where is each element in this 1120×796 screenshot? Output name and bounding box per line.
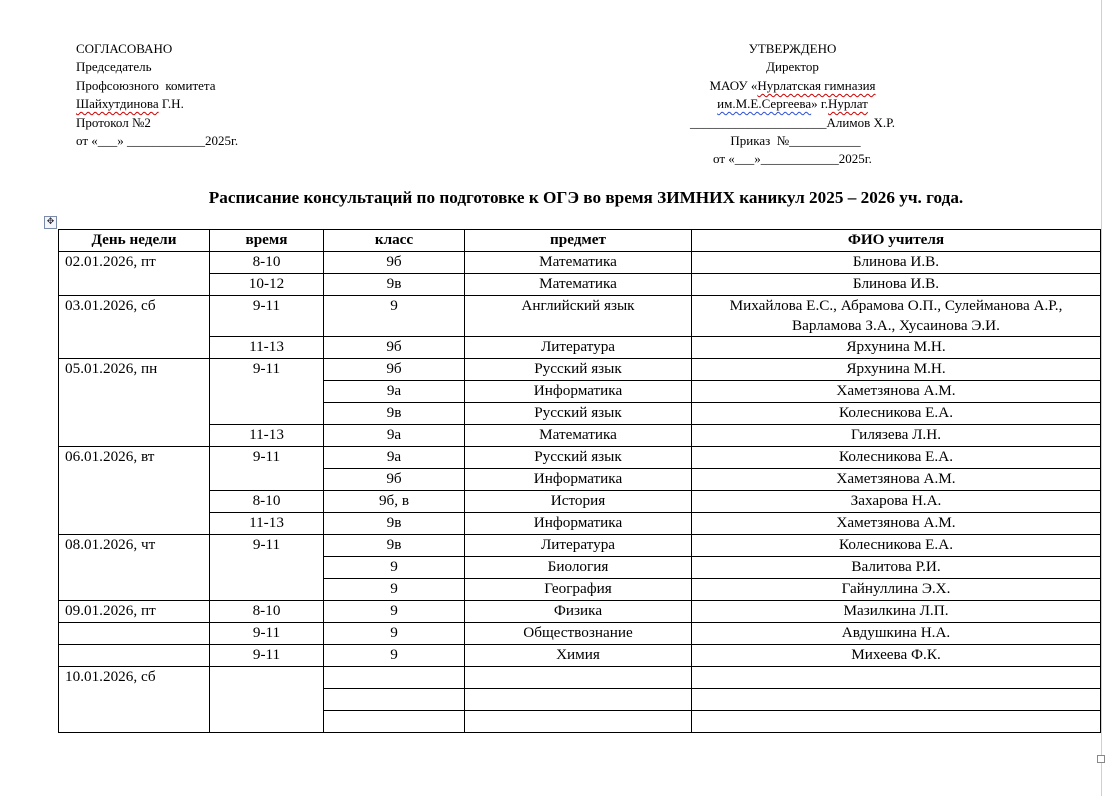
table-row xyxy=(59,491,1101,513)
table-row xyxy=(59,513,1101,535)
cell-class: 9б xyxy=(324,359,465,381)
cell-class: 9 xyxy=(324,296,465,337)
cell-subject: Математика xyxy=(465,274,692,296)
table-row xyxy=(59,274,1101,296)
school-city: Нурлат xyxy=(828,96,868,112)
schedule-title: Расписание консультаций по подготовке к ОГЭ во время ЗИМНИХ каникул 2025 – 2026 уч. года. xyxy=(208,188,964,207)
table-row xyxy=(59,645,1101,667)
table-row xyxy=(59,296,1101,337)
table-row xyxy=(59,425,1101,447)
order-number-line: Приказ №___________ xyxy=(730,133,861,149)
header-day: День недели xyxy=(59,230,210,252)
cell-subject: Математика xyxy=(465,252,692,274)
table-row xyxy=(59,337,1101,359)
cell-teacher xyxy=(692,689,1101,711)
cell-teacher: Ярхунина М.Н. xyxy=(692,337,1101,359)
cell-class xyxy=(324,667,465,689)
cell-day: 10.01.2026, сб xyxy=(59,667,210,733)
cell-subject xyxy=(465,689,692,711)
cell-subject: Русский язык xyxy=(465,403,692,425)
table-row xyxy=(59,359,1101,381)
cell-day: 03.01.2026, сб xyxy=(59,296,210,359)
cell-day: 08.01.2026, чт xyxy=(59,535,210,601)
cell-time: 9-11 xyxy=(210,645,324,667)
approval-left-line3 xyxy=(76,95,436,113)
cell-subject: Математика xyxy=(465,425,692,447)
cell-time xyxy=(210,667,324,733)
approval-right-line3 xyxy=(640,95,945,113)
chairman-initials: Г.Н. xyxy=(158,96,184,112)
cell-time: 8-10 xyxy=(210,252,324,274)
cell-time: 8-10 xyxy=(210,491,324,513)
cell-teacher: Блинова И.В. xyxy=(692,252,1101,274)
table-row xyxy=(59,667,1101,689)
cell-subject: Биология xyxy=(465,557,692,579)
cell-teacher: Гайнуллина Э.Х. xyxy=(692,579,1101,601)
approval-block-director xyxy=(640,40,945,169)
cell-time: 10-12 xyxy=(210,274,324,296)
cell-class: 9в xyxy=(324,403,465,425)
cell-teacher: Михайлова Е.С., Абрамова О.П., Сулейманова А.Р., Варламова З.А., Хусаинова Э.И. xyxy=(692,296,1101,337)
table-resize-handle[interactable] xyxy=(1097,755,1105,763)
cell-subject: Информатика xyxy=(465,513,692,535)
cell-class: 9б xyxy=(324,469,465,491)
cell-time: 9-11 xyxy=(210,359,324,425)
approval-left-date: от «___» ____________2025г. xyxy=(76,133,239,149)
cell-time: 9-11 xyxy=(210,535,324,601)
cell-teacher: Колесникова Е.А. xyxy=(692,535,1101,557)
cell-subject: Физика xyxy=(465,601,692,623)
cell-subject: Русский язык xyxy=(465,447,692,469)
cell-day: 02.01.2026, пт xyxy=(59,252,210,296)
cell-class xyxy=(324,711,465,733)
cell-time: 11-13 xyxy=(210,337,324,359)
cell-subject: История xyxy=(465,491,692,513)
cell-class: 9 xyxy=(324,623,465,645)
school-city-prefix: » г. xyxy=(811,96,829,112)
cell-teacher: Колесникова Е.А. xyxy=(692,403,1101,425)
cell-day xyxy=(59,623,210,645)
school-name: Нурлатская гимназия xyxy=(757,77,876,93)
cell-class: 9в xyxy=(324,274,465,296)
approval-left-line1: Председатель xyxy=(76,59,152,75)
table-row xyxy=(59,601,1101,623)
page-margin-edge xyxy=(1101,0,1120,796)
director-signature-line: _____________________Алимов Х.Р. xyxy=(690,114,895,130)
cell-day: 05.01.2026, пн xyxy=(59,359,210,447)
cell-day: 09.01.2026, пт xyxy=(59,601,210,623)
cell-subject: Английский язык xyxy=(465,296,692,337)
cell-teacher: Михеева Ф.К. xyxy=(692,645,1101,667)
cell-class: 9 xyxy=(324,601,465,623)
cell-class: 9в xyxy=(324,535,465,557)
cell-subject: География xyxy=(465,579,692,601)
cell-subject xyxy=(465,711,692,733)
chairman-surname: Шайхутдинова xyxy=(76,96,159,112)
approval-right-date: от «___»____________2025г. xyxy=(713,151,872,167)
cell-class: 9б xyxy=(324,337,465,359)
approval-left-protocol: Протокол №2 xyxy=(76,114,151,130)
approval-left-line2: Профсоюзного комитета xyxy=(76,77,216,93)
cell-class: 9б, в xyxy=(324,491,465,513)
school-named-after: им.М.Е.Сергеева xyxy=(717,96,812,112)
cell-time: 11-13 xyxy=(210,425,324,447)
table-row xyxy=(59,535,1101,557)
cell-time: 11-13 xyxy=(210,513,324,535)
cell-teacher: Авдушкина Н.А. xyxy=(692,623,1101,645)
header-class: класс xyxy=(324,230,465,252)
cell-subject: Обществознание xyxy=(465,623,692,645)
cell-time: 9-11 xyxy=(210,296,324,337)
cell-day xyxy=(59,645,210,667)
cell-subject: Русский язык xyxy=(465,359,692,381)
cell-class: 9б xyxy=(324,252,465,274)
cell-subject: Литература xyxy=(465,535,692,557)
cell-time: 9-11 xyxy=(210,447,324,491)
cell-teacher: Мазилкина Л.П. xyxy=(692,601,1101,623)
cell-subject: Информатика xyxy=(465,381,692,403)
header-teacher: ФИО учителя xyxy=(692,230,1101,252)
school-prefix: МАОУ « xyxy=(709,77,758,93)
cell-class: 9 xyxy=(324,557,465,579)
cell-teacher: Блинова И.В. xyxy=(692,274,1101,296)
cell-teacher: Валитова Р.И. xyxy=(692,557,1101,579)
cell-subject: Литература xyxy=(465,337,692,359)
cell-teacher: Захарова Н.А. xyxy=(692,491,1101,513)
schedule-table xyxy=(58,229,1101,733)
header-subject: предмет xyxy=(465,230,692,252)
approval-left-heading: СОГЛАСОВАНО xyxy=(76,41,173,56)
approval-right-heading: УТВЕРЖДЕНО xyxy=(748,41,837,56)
cell-time: 8-10 xyxy=(210,601,324,623)
cell-class: 9а xyxy=(324,381,465,403)
cell-teacher xyxy=(692,711,1101,733)
table-row xyxy=(59,252,1101,274)
cell-teacher: Хаметзянова А.М. xyxy=(692,513,1101,535)
move-arrows-icon[interactable]: ✥ xyxy=(44,216,57,229)
approval-right-line1: Директор xyxy=(766,59,819,75)
cell-teacher: Колесникова Е.А. xyxy=(692,447,1101,469)
cell-time: 9-11 xyxy=(210,623,324,645)
table-row xyxy=(59,623,1101,645)
cell-class: 9а xyxy=(324,425,465,447)
cell-day: 06.01.2026, вт xyxy=(59,447,210,535)
approval-right-line2 xyxy=(640,77,945,95)
cell-subject: Химия xyxy=(465,645,692,667)
cell-class: 9 xyxy=(324,579,465,601)
cell-subject xyxy=(465,667,692,689)
approval-block-union xyxy=(76,40,436,150)
cell-subject: Информатика xyxy=(465,469,692,491)
header-time: время xyxy=(210,230,324,252)
cell-class: 9а xyxy=(324,447,465,469)
cell-teacher: Гилязева Л.Н. xyxy=(692,425,1101,447)
table-header-row xyxy=(59,230,1101,252)
cell-class: 9в xyxy=(324,513,465,535)
cell-teacher: Хаметзянова А.М. xyxy=(692,469,1101,491)
cell-class xyxy=(324,689,465,711)
cell-teacher xyxy=(692,667,1101,689)
cell-teacher: Ярхунина М.Н. xyxy=(692,359,1101,381)
cell-teacher: Хаметзянова А.М. xyxy=(692,381,1101,403)
table-row xyxy=(59,447,1101,469)
cell-class: 9 xyxy=(324,645,465,667)
